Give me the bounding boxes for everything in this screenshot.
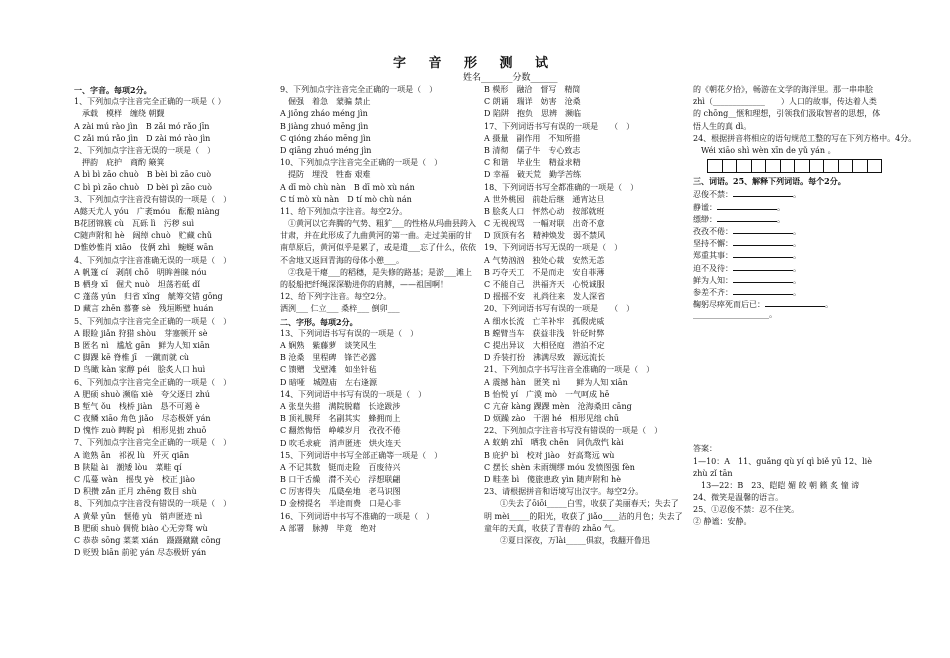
- paragraph: ①失去了ōiōi_____白雪，收获了美丽春天；失去了明 mèi_____的阳光，收获了 jiǎo____洁的月色；失去了童年的天真，收获了青春的 zhāo 气。: [484, 499, 683, 533]
- grid-cell[interactable]: [780, 159, 796, 173]
- question-line: A 眼睑 jiǎn 狩猎 shòu 芽塞顿开 sè: [74, 328, 208, 338]
- question-line: B 匿名 nì 尴尬 gān 鲜为人知 xiān: [74, 340, 210, 350]
- page-title: 字 音 形 测 试: [392, 56, 558, 71]
- writing-grid: [707, 159, 881, 173]
- question-line: 押韵 庇护 商酌 簸箕: [74, 158, 165, 168]
- question-line: D 愧怍 zuò 睥睨 pì 相形见拙 zhuō: [74, 426, 207, 436]
- question-line: C 亢奋 kàng 踝踝 mèn 沧海桑田 cāng: [484, 401, 632, 411]
- term-label: 缥缈：: [693, 214, 717, 224]
- question-line: A 蚁蚋 zhī 哂我 chēn 同仇敌忾 kài: [484, 438, 624, 448]
- column-3: [484, 84, 684, 547]
- question-line: A bì bì zāo chuò B bèi bì zāo cuò: [74, 170, 212, 180]
- question-line: Wéi xiāo shì wèn xīn de yǔ yán 。: [693, 146, 836, 155]
- question-line: D 藏言 zhēn 慕謇 sè 残垣断壁 huán: [74, 304, 214, 314]
- section-heading: 三、词语。25、解释下列词语。每个2分。: [693, 176, 846, 187]
- grid-cell[interactable]: [852, 159, 868, 173]
- paragraph: ②我是干瘪___的稻穗，是失修的路基；是淤___滩上的驳船把纤绳深深勒进你的肩膊，——祖国啊！: [280, 267, 472, 290]
- paragraph: 的《朝花夕拾》，畅游在文学的海洋里。那一串串脍 zhì（_____________ ）人口的故事，传达着人类的 chōng__惬和理想，引领我们汲取智者的思想，体悟人生的真 dì。: [693, 85, 897, 131]
- question-line: D 鸟瞰 kàn 家醇 péi 脍炙人口 huì: [74, 365, 206, 375]
- question-line: B 巧夺天工 不是而走 安自菲薄: [484, 267, 605, 277]
- question-line: B 模形 融洽 督写 精简: [484, 85, 581, 94]
- question-line: D 暗哑 城隍庙 左右逢源: [280, 377, 377, 387]
- question-line: C tí mò xù nàn D tí mò chù nán: [280, 194, 412, 204]
- question-line: A 张皇失措 满院脱藉 长途跋涉: [280, 401, 401, 411]
- question-line: B 栖身 xī 倔犬 nuò 坦荡若砥 dǐ: [74, 280, 200, 289]
- question-line: [693, 346, 881, 358]
- definition-item: 郑重其事： 。: [693, 248, 881, 260]
- term-label: 坚持不懈：: [693, 239, 733, 249]
- question-line: C 脚踝 kē 脊椎 jī 一蹴而就 cù: [74, 353, 190, 363]
- question-line: C 瓜蔓 wàn 摇曳 yè 校正 jiào: [74, 475, 195, 484]
- question-line: 11、给下列加点字注音。每空2分。: [280, 206, 408, 216]
- question-line: D 金榜提名 半途而费 口是心非: [280, 499, 401, 509]
- definition-item: 参差不齐： 。: [693, 285, 881, 297]
- question-line: A 娴熟 紫藤萝 谈笑风生: [280, 341, 377, 351]
- grid-cell[interactable]: [751, 159, 767, 173]
- question-line: C 恭恭 sōng 菜菜 xián 蹑蹑蹴蹴 cōng: [74, 535, 221, 545]
- column-1: [74, 84, 274, 559]
- question-line: B 螳臂当车 获益非浅 针砭时弊: [484, 328, 605, 338]
- grid-cell[interactable]: [736, 159, 752, 173]
- question-line: A jiōng zháo méng jìn: [280, 109, 368, 119]
- question-line: 14、下列词语中书写有误的一项是（ ）: [280, 389, 427, 399]
- question-line: 10、下列加点字注音完全正确的一项是（ ）: [280, 158, 443, 168]
- answer-blank[interactable]: [733, 273, 793, 283]
- question-line: D 乔装打扮 沸满尽致 源远流长: [484, 353, 605, 363]
- question-line: A 肥硕 shuò 濒临 xiè 夸父逐日 zhú: [74, 389, 211, 399]
- question-line: B 沧桑 里程碑 锋芒必露: [280, 353, 377, 363]
- question-line: 提防 埋没 牲畜 艰难: [280, 170, 371, 180]
- question-line: zhù zǐ tān: [693, 468, 733, 478]
- question-line: 22、下列加点字注音书写没有错误的一项是（ ）: [484, 426, 663, 436]
- term-label: 鞠躬尽瘁死而后已：: [693, 300, 765, 310]
- question-line: 3、下列加点字注音没有错误的一项是（ ）: [74, 194, 232, 204]
- question-line: C 无视视骂 一幅对联 出奇不意: [484, 219, 605, 229]
- question-line: C 朗诵 瑞详 妨害 沧桑: [484, 97, 581, 107]
- question-line: B jiàng zhuó mēng jìn: [280, 121, 369, 131]
- question-line: C 摆长 shèn 未雨绸缪 móu 发愤图强 fèn: [484, 462, 635, 472]
- question-line: 2、下列加点字注音无误的一项是（ ）: [74, 145, 216, 155]
- question-line: C 夜鳞 xiāo 角色 jiǎo 尽态极妍 yán: [74, 414, 211, 424]
- question-line: C 不能自己 洪福齐天 心悦诚服: [484, 280, 605, 289]
- question-line: ② 静谧：安静。: [693, 517, 752, 527]
- section-heading: 二、字形。每项2分。: [280, 316, 358, 327]
- question-line: D 顶顶有名 精神焕发 弱不禁风: [484, 231, 605, 241]
- question-line: A懿天尤人 yóu 广袤móu 酝酿 niàng: [74, 206, 220, 216]
- question-line: 洒洌___ 仁立___ 桑梓___ 倒卯___: [280, 304, 400, 314]
- definition-item: 忍俊不禁： 。: [693, 187, 881, 199]
- question-line: 17、下列词语书写有误的一项是 （ ）: [484, 121, 635, 131]
- question-line: 6、下列加点字注音完全正确的一项是（ ）: [74, 377, 232, 387]
- question-line: [693, 370, 881, 382]
- question-line: A zài mú rào jìn B zǎi mó rǎo jīn: [74, 121, 210, 131]
- term-label: 孜孜不倦：: [693, 226, 733, 236]
- question-line: 答案：: [693, 444, 717, 454]
- question-line: D 贬毁 biān 前驼 yán 尽态极妍 yán: [74, 548, 207, 558]
- answer-blank[interactable]: [765, 297, 825, 307]
- question-line: 23、请根据拼音和语境写出汉字。每空2分。: [484, 487, 644, 497]
- grid-cell[interactable]: [765, 159, 781, 173]
- question-line: C 和谐 毕业生 精益求精: [484, 158, 581, 168]
- grid-cell[interactable]: [794, 159, 810, 173]
- paragraph: ①黄河以它奔腾的气势、粗犷___的性格从玛曲县跨入甘肃，并在此形成了九曲黄河的第一曲。走过美丽的甘南草原后，黄河似乎是累了，或是遣___忘了什么，依依不舍地又返回青海的母体小憩___。: [280, 219, 476, 265]
- column-2: [280, 84, 477, 535]
- answer-blank[interactable]: [733, 285, 793, 295]
- question-line: [693, 321, 881, 333]
- question-line: B 清彻 儒子牛 专心致志: [484, 145, 581, 155]
- question-line: [693, 431, 881, 443]
- question-line: B 顶礼膜拜 名副其实 蜂拥而上: [280, 414, 401, 424]
- question-line: 8、下列加点字注音没有错误的一项是（ ）: [74, 499, 232, 509]
- question-line: 13—22：B 23、皑皑 媚 皎 朝 籁 炙 憧 谛: [693, 480, 860, 490]
- question-line: D 畦垄 bì 傻旅患政 yìn 随声附和 hè: [484, 475, 621, 484]
- question-line: A 细水长流 亡羊补牢 孤假虎威: [484, 316, 605, 326]
- question-line: 24、根据拼音将相应的语句规范工整的写在下列方格中。4分。: [693, 133, 917, 143]
- column-4: [693, 84, 917, 529]
- question-line: B 庇护 bì 校对 jiào 好高骛远 wù: [484, 450, 615, 460]
- question-line: D 陷阱 抱负 思辨 濒临: [484, 109, 581, 119]
- question-line: D 幸福 破天荒 勤学苦练: [484, 170, 581, 180]
- question-line: C 蓬荡 yún 归省 xǐng 觥筹交错 gōng: [74, 292, 223, 302]
- question-line: A 不记其数 铤而走险 百废待兴: [280, 462, 401, 472]
- question-line: [693, 407, 881, 419]
- question-line: D 摇摇不安 礼尚往来 发人深省: [484, 292, 605, 302]
- question-line: D 烦躁 zào 干涸 hé 相形见绌 chū: [484, 414, 620, 424]
- question-line: 12、给下列字注音。每空2分。: [280, 292, 392, 302]
- question-line: 13、下列词语书写有误的一项是（ ）: [280, 328, 419, 338]
- term-label: 静谧：: [693, 202, 717, 212]
- question-line: 9、下列加点字注音完全正确的一项是（ ）: [280, 85, 438, 94]
- term-label: 鲜为人知：: [693, 275, 733, 285]
- definition-item: 缥缈： 。: [693, 212, 881, 224]
- question-line: 承载 模样 缠绕 朝觐: [74, 109, 165, 119]
- question-line: [693, 395, 881, 407]
- question-line: ___________________。: [693, 310, 777, 320]
- question-line: 1—10：A 11、guǎng qù yí qì biě yū 12、liè: [693, 456, 872, 466]
- question-line: 21、下列加点字书写注音全准确的一项是（ ）: [484, 365, 655, 375]
- definition-item: 孜孜不倦： 。: [693, 224, 881, 236]
- question-line: C 翻然悔悟 峥嵘岁月 孜孜不倦: [280, 426, 401, 436]
- term-label: 忍俊不禁：: [693, 190, 733, 200]
- question-line: B 口干舌燥 潸不关心 浮想联翩: [280, 475, 401, 485]
- question-line: A 气势汹汹 独处心裁 安然无恙: [484, 255, 605, 265]
- question-line: 1、下列加点字注音完全正确的一项是（ ）: [74, 97, 226, 107]
- definition-item: 坚持不懈： 。: [693, 236, 881, 248]
- question-line: [693, 334, 881, 346]
- grid-cell[interactable]: [838, 159, 854, 173]
- question-line: 25、①忍俊不禁：忍不住笑。: [693, 505, 800, 515]
- question-line: A 震撼 hàn 匿笑 nì 鲜为人知 xiān: [484, 377, 628, 387]
- question-line: 20、下列词语书写有误的一项是 （ ）: [484, 304, 635, 314]
- question-line: C 厉害得失 瓜瓞垒地 老马识图: [280, 487, 401, 497]
- definition-item: 鞠躬尽瘁死而后已： 。: [693, 297, 881, 309]
- answer-blank[interactable]: [717, 200, 777, 210]
- question-line: A 诡熟 ān 祁祝 lù 歼灭 qiān: [74, 450, 190, 460]
- question-line: B 陕隘 ài 潮矮 lòu 菜畦 qí: [74, 462, 182, 472]
- question-line: D 吹毛求疵 消声匿迹 烘火连天: [280, 438, 401, 448]
- question-line: C 提出异议 大相径庭 潜泊不定: [484, 340, 605, 350]
- question-line: C 馈赠 戈壁滩 如坐针毡: [280, 365, 377, 375]
- question-line: A 摄量 副作用 不知所措: [484, 133, 581, 143]
- question-line: 倔强 着急 蒙骗 禁止: [280, 97, 371, 107]
- paragraph: ②夏日深夜，万lài_____俱寂，我翻开鲁迅: [484, 535, 650, 545]
- question-line: C zǎi mú rǎo jìn D zài mó rào jìn: [74, 133, 211, 143]
- answer-blank[interactable]: [733, 236, 793, 246]
- definition-item: 鲜为人知： 。: [693, 273, 881, 285]
- question-line: B 堑气 ǒu 栈桥 jiàn 恳不可遏 è: [74, 401, 200, 411]
- term-label: 参差不齐：: [693, 287, 733, 297]
- question-line: 18、下列词语书写全都准确的一项是（ ）: [484, 182, 639, 192]
- question-line: A dī mò chù nàn B dī mò xù nán: [280, 182, 415, 192]
- question-line: A 黄晕 yūn 惬倦 yù 销声匿迹 nì: [74, 511, 203, 521]
- question-line: [693, 358, 881, 370]
- grid-cell[interactable]: [707, 159, 723, 173]
- grid-cell[interactable]: [809, 159, 825, 173]
- question-line: [693, 419, 881, 431]
- term-label: 迫不及待：: [693, 263, 733, 273]
- question-line: 16、下列词语中书写不准确的一项是（ ）: [280, 511, 435, 521]
- question-line: 19、下列词语书写无误的一项是（ ）: [484, 243, 623, 253]
- answer-blank[interactable]: [717, 212, 777, 222]
- question-line: C bì pì zāo chuò D bèi pì zāo cuò: [74, 182, 212, 192]
- question-line: D 积攒 zǎn 正月 zhēng 数目 shù: [74, 487, 197, 497]
- term-label: 郑重其事：: [693, 251, 733, 261]
- question-line: A 部署 脉搏 毕竟 绝对: [280, 523, 377, 533]
- question-line: A 帆篷 cí 剥削 chō 明眸善睐 nóu: [74, 267, 207, 277]
- question-line: D惟妙惟肖 xiāo 伎俩 zhì 蜿蜒 wān: [74, 243, 214, 253]
- grid-cell[interactable]: [722, 159, 738, 173]
- question-line: B 脍炙人口 怦然心动 按部就班: [484, 206, 605, 216]
- grid-cell[interactable]: [867, 159, 883, 173]
- answer-blank[interactable]: [733, 248, 793, 258]
- question-line: [693, 382, 881, 394]
- question-line: 7、下列加点字注音完全正确的一项是（ ）: [74, 438, 232, 448]
- definition-item: 静谧： 。: [693, 200, 881, 212]
- name-score-line: 姓名_______分数______: [463, 73, 558, 83]
- question-line: 15、下列词语中书写全部正确等一项是（ ）: [280, 450, 443, 460]
- question-line: A 世外桃园 前赴后继 通宵达旦: [484, 194, 605, 204]
- answer-blank[interactable]: [733, 224, 793, 234]
- question-line: B花团锦簇 cù 瓦砾 lì 污秽 suì: [74, 219, 195, 229]
- question-line: 24、微笑是温馨的语言。: [693, 493, 784, 503]
- question-line: C随声附和 hè 阔绰 chuò 贮藏 chǔ: [74, 231, 213, 241]
- answer-blank[interactable]: [733, 261, 793, 271]
- question-line: 4、下列加点字注音准确无误的一项是（ ）: [74, 255, 232, 265]
- question-line: D qiāng zhuó méng jìn: [280, 145, 372, 155]
- question-line: B 怡悦 yí 广漠 mò 一气呵成 hē: [484, 389, 610, 399]
- question-line: B 肥硕 shuò 倜傥 biào 心无旁骛 wù: [74, 523, 208, 533]
- question-line: 5、下列加点字注音完全正确的一项是（ ）: [74, 316, 232, 326]
- definition-item: 迫不及待： 。: [693, 261, 881, 273]
- grid-cell[interactable]: [823, 159, 839, 173]
- section-heading: 一、字音。每项2分。: [74, 85, 152, 95]
- answer-blank[interactable]: [733, 187, 793, 197]
- question-line: C qióng zháo mēng jìn: [280, 133, 371, 143]
